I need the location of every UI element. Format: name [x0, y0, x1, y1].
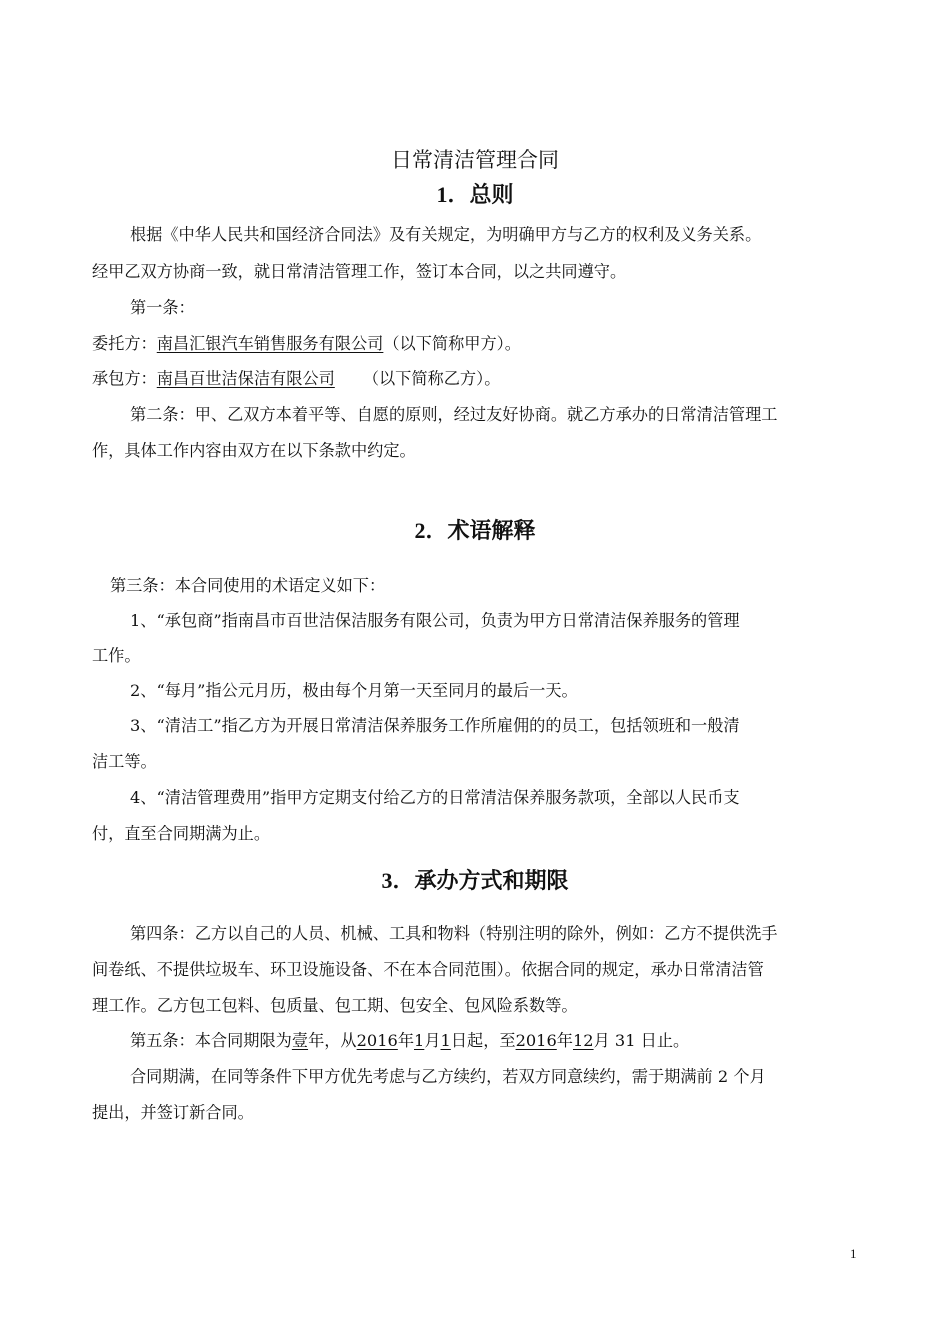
paragraph-line: 2、“每月”指公元月历，极由每个月第一天至同月的最后一天。: [130, 681, 578, 700]
paragraph-line: 1、“承包商”指南昌市百世洁保洁服务有限公司，负责为甲方日常清洁保养服务的管理: [130, 611, 740, 630]
section-2-title: 术语解释: [447, 519, 536, 544]
article-5-text: 日起，至: [450, 1031, 516, 1050]
start-day: 1: [440, 1031, 451, 1050]
party-b-label: 承包方：: [92, 369, 157, 388]
party-a-label: 委托方：: [92, 334, 157, 353]
paragraph-line: 第三条：本合同使用的术语定义如下：: [110, 576, 386, 595]
start-month: 1: [414, 1031, 425, 1050]
heading-separator: ．: [392, 869, 415, 894]
section-1-title: 总则: [469, 183, 514, 208]
paragraph-line: 工作。: [92, 646, 141, 665]
paragraph-line: 作，具体工作内容由双方在以下条款中约定。: [92, 441, 416, 460]
section-2-heading: [0, 516, 950, 547]
party-b-suffix: （以下简称乙方）。: [362, 369, 501, 388]
article-5-text: 年: [397, 1031, 415, 1050]
section-3-title: 承办方式和期限: [414, 869, 569, 894]
page-number: 1: [850, 1246, 857, 1261]
heading-separator: ．: [447, 183, 470, 208]
section-2-number: 2: [414, 518, 426, 543]
article-5-line: [130, 1023, 862, 1058]
paragraph-line: 经甲乙双方协商一致，就日常清洁管理工作，签订本合同，以之共同遵守。: [92, 262, 627, 281]
section-3-heading: [0, 866, 950, 897]
paragraph-line: 第四条：乙方以自己的人员、机械、工具和物料（特别注明的除外，例如：乙方不提供洗手: [130, 924, 778, 943]
paragraph-line: 付，直至合同期满为止。: [92, 824, 271, 843]
section-1-number: 1: [436, 182, 448, 207]
party-a-name: 南昌汇银汽车销售服务有限公司: [156, 334, 384, 353]
article-5-text: 年，从: [308, 1031, 357, 1050]
paragraph-line: 理工作。乙方包工包料、包质量、包工期、包安全、包风险系数等。: [92, 996, 578, 1015]
end-month: 12: [572, 1031, 594, 1050]
paragraph-line: 洁工等。: [92, 752, 157, 771]
paragraph-line: 3、“清洁工”指乙方为开展日常清洁保养服务工作所雇佣的的员工，包括领班和一般清: [130, 716, 740, 735]
paragraph-line: 提出，并签订新合同。: [92, 1103, 254, 1122]
party-b-name: 南昌百世洁保洁有限公司: [156, 369, 335, 388]
heading-separator: ．: [425, 519, 448, 544]
start-year: 2016: [356, 1031, 398, 1050]
end-year: 2016: [515, 1031, 557, 1050]
article-5-text: 月: [424, 1031, 441, 1050]
party-a-suffix: （以下简称甲方）。: [383, 334, 521, 353]
section-1-heading: [0, 180, 950, 211]
term-years: 壹: [291, 1031, 309, 1050]
party-a-line: [92, 326, 862, 361]
paragraph-line: 间卷纸、不提供垃圾车、环卫设施设备、不在本合同范围）。依据合同的规定，承办日常清洁管: [92, 960, 764, 979]
paragraph-line: 合同期满，在同等条件下甲方优先考虑与乙方续约，若双方同意续约，需于期满前 2 个月: [130, 1067, 766, 1086]
paragraph-line: 根据《中华人民共和国经济合同法》及有关规定，为明确甲方与乙方的权利及义务关系。: [130, 225, 762, 244]
article-5-prefix: 第五条：本合同期限为: [130, 1031, 292, 1050]
article-5-text: 月 31 日止。: [593, 1031, 690, 1050]
section-3-number: 3: [381, 868, 393, 893]
document-title: 日常清洁管理合同: [391, 148, 559, 172]
party-b-line: [92, 361, 862, 396]
article-1-label: 第一条：: [130, 298, 195, 317]
article-5-text: 年: [556, 1031, 573, 1050]
paragraph-line: 第二条：甲、乙双方本着平等、自愿的原则，经过友好协商。就乙方承办的日常清洁管理工: [130, 405, 778, 424]
paragraph-line: 4、“清洁管理费用”指甲方定期支付给乙方的日常清洁保养服务款项，全部以人民币支: [130, 788, 740, 807]
